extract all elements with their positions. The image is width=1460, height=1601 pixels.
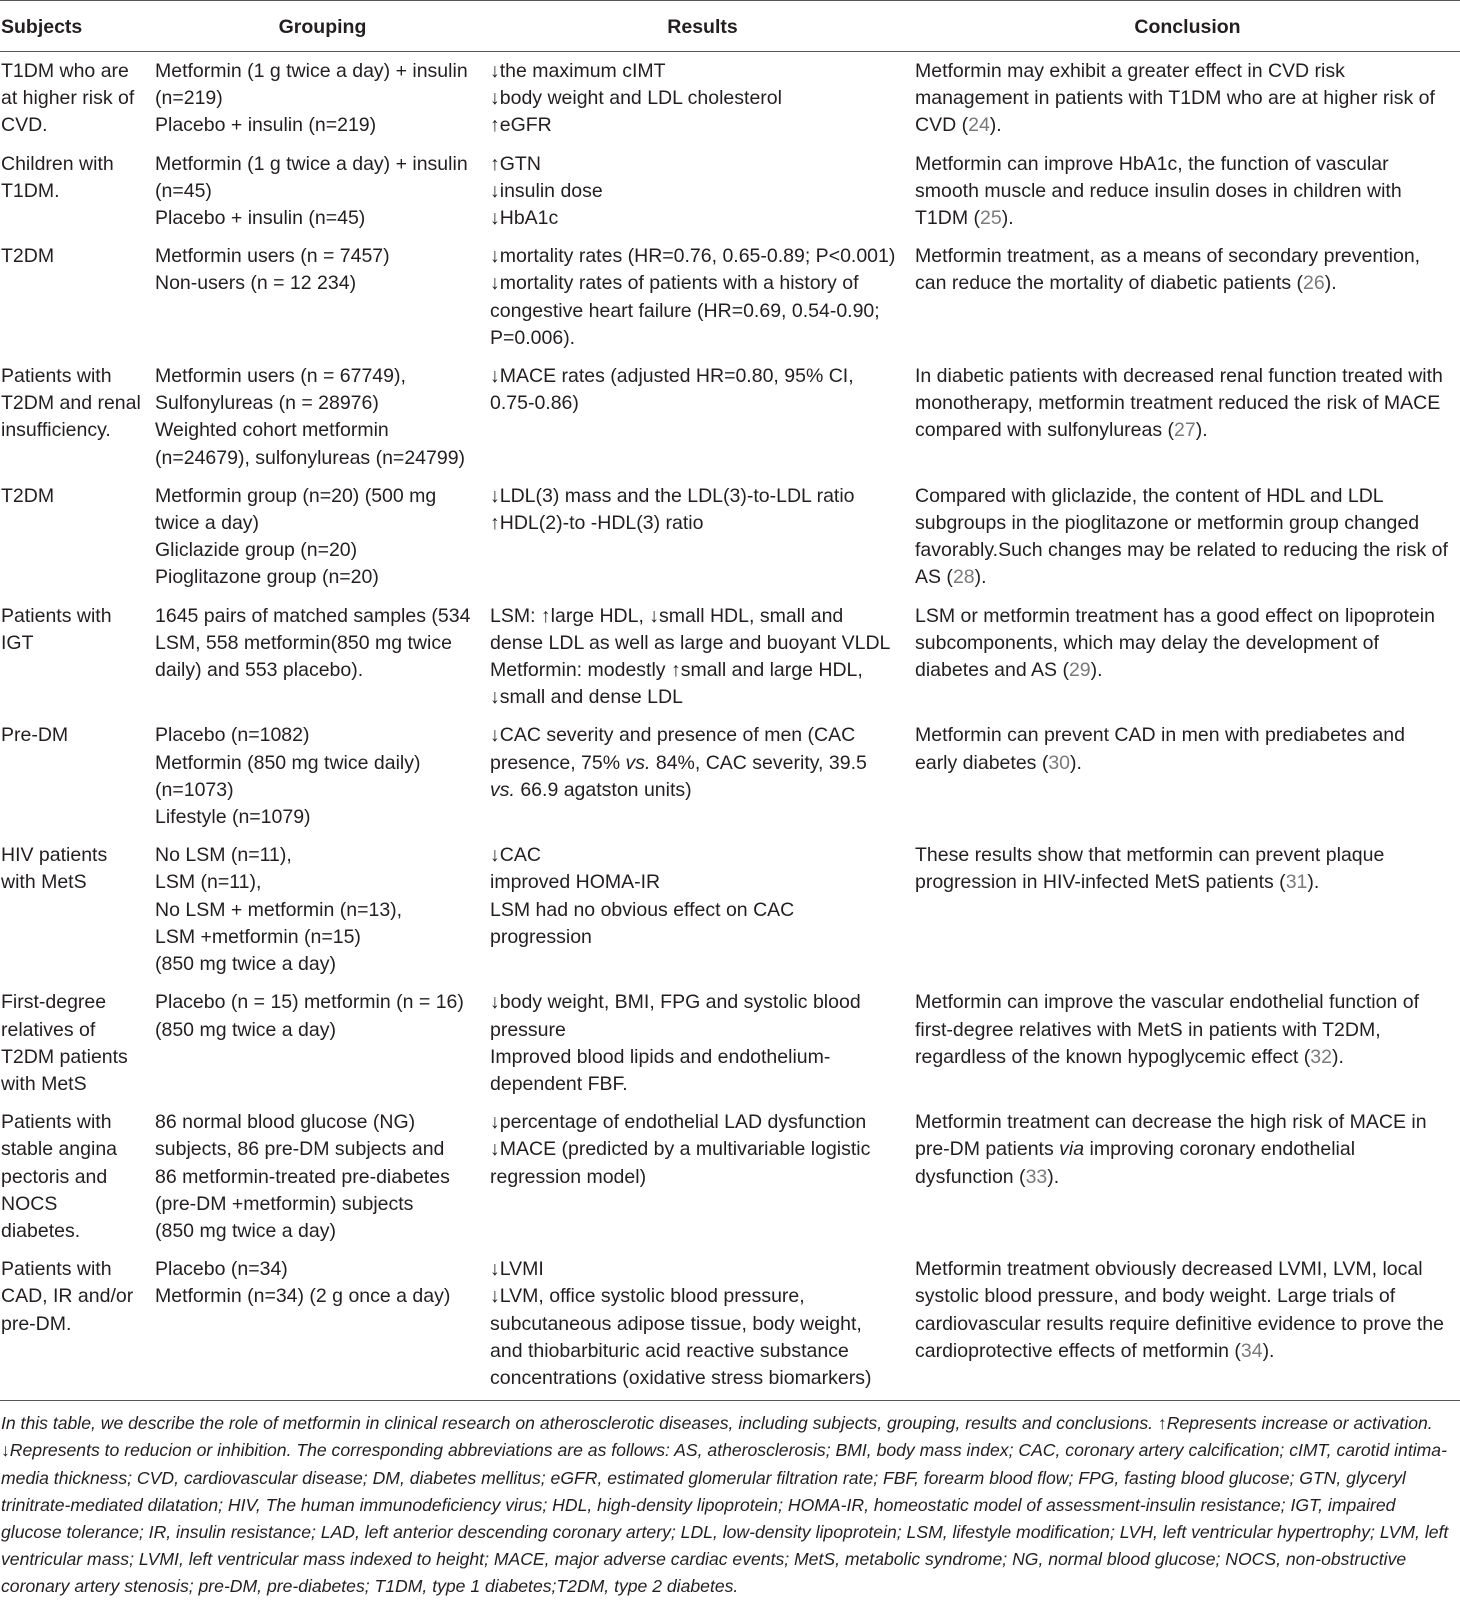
cell-line: (n=1073) [155, 778, 234, 801]
cell-line: These results show that metformin can prevent plaque [915, 844, 1385, 867]
table-row [0, 237, 1460, 357]
cell-line: LSM or metformin treatment has a good effect on lipoprotein [915, 604, 1435, 627]
cell-line: Gliclazide group (n=20) [155, 539, 358, 562]
cell-results [490, 1103, 915, 1250]
cell-grouping [155, 52, 490, 145]
cell-line: diabetes and AS (29). [915, 659, 1103, 682]
cell-line: Lifestyle (n=1079) [155, 806, 311, 829]
cell-line: ↓MACE (predicted by a multivariable logistic [490, 1138, 871, 1161]
cell-grouping [155, 1103, 490, 1250]
cell-line: Metformin: modestly ↑small and large HDL, [490, 659, 863, 682]
cell-line: IGT [1, 631, 34, 654]
cell-line: dysfunction (33). [915, 1165, 1060, 1188]
cell-line: subgroups in the pioglitazone or metformin group changed [915, 512, 1420, 535]
cell-grouping [155, 477, 490, 597]
cell-line: CVD (24). [915, 114, 1002, 137]
cell-line: LSM: ↑large HDL, ↓small HDL, small and [490, 604, 844, 627]
cell-line: HIV patients [1, 844, 108, 867]
cell-line: Sulfonylureas (n = 28976) [155, 392, 379, 415]
cell-results [490, 477, 915, 597]
cell-subjects [0, 1103, 155, 1250]
cell-line: ↓CAC [490, 844, 541, 867]
cell-line: T2DM [1, 484, 55, 507]
cell-conclusion [915, 52, 1460, 145]
cell-line: dense LDL as well as large and buoyant VLDL [490, 631, 891, 654]
table-row [0, 52, 1460, 145]
cell-line: LSM, 558 metformin(850 mg twice [155, 631, 452, 654]
cell-line: In diabetic patients with decreased renal function treated with [915, 365, 1443, 388]
cell-conclusion [915, 716, 1460, 836]
cell-line: (n=45) [155, 179, 212, 202]
header-subjects: Subjects [0, 1, 155, 52]
cell-subjects [0, 597, 155, 717]
cell-line: 86 metformin-treated pre-diabetes [155, 1165, 450, 1188]
cell-line: Metformin can improve the vascular endothelial function of [915, 991, 1420, 1014]
cell-results [490, 52, 915, 145]
header-grouping: Grouping [155, 1, 490, 52]
header-results: Results [490, 1, 915, 52]
cell-line: ↑GTN [490, 152, 541, 175]
cell-line: smooth muscle and reduce insulin doses in children with [915, 179, 1402, 202]
cell-grouping [155, 836, 490, 983]
cell-line: LSM (n=11), [155, 871, 262, 894]
cell-line: subjects, 86 pre-DM subjects and [155, 1138, 445, 1161]
cell-line: Metformin can improve HbA1c, the function of vascular [915, 152, 1389, 175]
cell-line: regression model) [490, 1165, 647, 1188]
cell-grouping [155, 983, 490, 1103]
cell-line: T1DM (25). [915, 207, 1014, 230]
cell-line: AS (28). [915, 566, 987, 589]
cell-subjects [0, 477, 155, 597]
table-row [0, 477, 1460, 597]
cell-line: No LSM (n=11), [155, 844, 292, 867]
cell-line: pressure [490, 1018, 566, 1041]
cell-conclusion [915, 1103, 1460, 1250]
cell-line: Placebo + insulin (n=219) [155, 114, 377, 137]
cell-line: with MetS [1, 871, 87, 894]
cell-line: ↓small and dense LDL [490, 686, 683, 709]
table-row [0, 983, 1460, 1103]
cell-line: Non-users (n = 12 234) [155, 272, 357, 295]
cell-line: Metformin users (n = 7457) [155, 245, 390, 268]
table-row [0, 836, 1460, 983]
cell-results [490, 983, 915, 1103]
cell-subjects [0, 357, 155, 477]
cell-line: Metformin can prevent CAD in men with prediabetes and [915, 724, 1405, 747]
cell-grouping [155, 145, 490, 238]
cell-conclusion [915, 1250, 1460, 1401]
table-row [0, 1250, 1460, 1401]
cell-line: stable angina [1, 1138, 118, 1161]
cell-line: No LSM + metformin (n=13), [155, 898, 403, 921]
cell-line: Improved blood lipids and endothelium- [490, 1045, 831, 1068]
cell-line: monotherapy, metformin treatment reduced the risk of MACE [915, 392, 1441, 415]
cell-line: CVD. [1, 114, 48, 137]
cell-line: Pioglitazone group (n=20) [155, 566, 379, 589]
table-row [0, 1103, 1460, 1250]
cell-subjects [0, 1250, 155, 1401]
cell-line: improved HOMA-IR [490, 871, 661, 894]
cell-line: Metformin treatment can decrease the high risk of MACE in [915, 1111, 1427, 1134]
cell-results [490, 357, 915, 477]
cell-line: ↓LDL(3) mass and the LDL(3)-to-LDL ratio [490, 484, 855, 507]
cell-line: T1DM. [1, 179, 60, 202]
cell-line: Patients with [1, 1258, 112, 1281]
cell-line: Weighted cohort metformin [155, 419, 389, 442]
cell-line: Metformin users (n = 67749), [155, 365, 406, 388]
cell-line: subcomponents, which may delay the development of [915, 631, 1379, 654]
cell-line: Patients with [1, 365, 112, 388]
cell-line: can reduce the mortality of diabetic patients (26). [915, 272, 1337, 295]
cell-line: relatives of [1, 1018, 96, 1041]
cell-line: regardless of the known hypoglycemic effect (32). [915, 1045, 1344, 1068]
cell-line: NOCS [1, 1192, 58, 1215]
cell-subjects [0, 983, 155, 1103]
cell-line: ↓LVMI [490, 1258, 544, 1281]
cell-line: (pre-DM +metformin) subjects [155, 1192, 414, 1215]
cell-line: ↓HbA1c [490, 207, 559, 230]
cell-subjects [0, 716, 155, 836]
cell-line: ↓insulin dose [490, 179, 603, 202]
cell-line: daily) and 553 placebo). [155, 659, 364, 682]
cell-line: (n=219) [155, 87, 223, 110]
cell-line: ↓body weight and LDL cholesterol [490, 87, 782, 110]
cell-subjects [0, 237, 155, 357]
cell-results [490, 1250, 915, 1401]
table-header-row [0, 1, 1460, 52]
cell-line: Metformin group (n=20) (500 mg [155, 484, 437, 507]
cell-line: ↓the maximum cIMT [490, 60, 666, 82]
cell-grouping [155, 597, 490, 717]
cell-results [490, 145, 915, 238]
cell-line: concentrations (oxidative stress biomarkers) [490, 1366, 872, 1389]
cell-subjects [0, 52, 155, 145]
cell-line: Metformin (1 g twice a day) + insulin [155, 152, 468, 175]
cell-line: insufficiency. [1, 419, 111, 442]
cell-conclusion [915, 237, 1460, 357]
cell-results [490, 237, 915, 357]
cell-conclusion [915, 597, 1460, 717]
cell-line: ↑eGFR [490, 114, 552, 137]
cell-line: with MetS [1, 1072, 87, 1095]
cell-line: (850 mg twice a day) [155, 953, 336, 976]
cell-results [490, 597, 915, 717]
cell-line: Patients with [1, 1111, 112, 1134]
cell-line: Compared with gliclazide, the content of HDL and LDL [915, 484, 1384, 507]
cell-line: subcutaneous adipose tissue, body weight, [490, 1312, 862, 1335]
cell-line: Metformin may exhibit a greater effect in CVD risk [915, 60, 1345, 82]
cell-line: presence, 75% vs. 84%, CAC severity, 39.5 [490, 751, 867, 774]
cell-line: 0.75-0.86) [490, 392, 579, 415]
cell-line: Placebo (n=34) [155, 1258, 288, 1281]
cell-line: LSM had no obvious effect on CAC [490, 898, 795, 921]
cell-line: ↓CAC severity and presence of men (CAC [490, 724, 856, 747]
table-row [0, 145, 1460, 238]
cell-line: and thiobarbituric acid reactive substance [490, 1339, 849, 1362]
cell-line: progression in HIV-infected MetS patients (31). [915, 871, 1320, 894]
cell-subjects [0, 145, 155, 238]
table-row [0, 597, 1460, 717]
cell-line: pre-DM patients via improving coronary endothelial [915, 1138, 1356, 1161]
cell-line: twice a day) [155, 512, 260, 535]
cell-line: progression [490, 925, 592, 948]
cell-conclusion [915, 477, 1460, 597]
cell-line: CAD, IR and/or [1, 1285, 134, 1308]
cell-line: ↓body weight, BMI, FPG and systolic blood [490, 991, 861, 1014]
cell-line: vs. 66.9 agatston units) [490, 778, 692, 801]
table-row [0, 716, 1460, 836]
cell-line: Metformin treatment, as a means of secondary prevention, [915, 245, 1421, 268]
cell-line: cardioprotective effects of metformin (34). [915, 1339, 1275, 1362]
cell-line: congestive heart failure (HR=0.69, 0.54-0.90; [490, 299, 880, 322]
cell-line: T2DM patients [1, 1045, 128, 1068]
cell-line: ↓percentage of endothelial LAD dysfunction [490, 1111, 867, 1134]
cell-line: Placebo (n=1082) [155, 724, 310, 747]
cell-line: Patients with [1, 604, 112, 627]
cell-line: T2DM [1, 245, 55, 268]
cell-grouping [155, 237, 490, 357]
cell-line: Placebo + insulin (n=45) [155, 207, 366, 230]
cell-line: favorably.Such changes may be related to reducing the risk of [915, 539, 1448, 562]
cell-conclusion [915, 145, 1460, 238]
cell-line: P=0.006). [490, 326, 576, 349]
cell-line: early diabetes (30). [915, 751, 1082, 774]
cell-line: T2DM and renal [1, 392, 141, 415]
cell-subjects [0, 836, 155, 983]
cell-line: at higher risk of [1, 87, 135, 110]
cell-line: 1645 pairs of matched samples (534 [155, 604, 471, 627]
cell-line: Metformin (n=34) (2 g once a day) [155, 1285, 451, 1308]
cell-line: 86 normal blood glucose (NG) [155, 1111, 416, 1134]
cell-line: (n=24679), sulfonylureas (n=24799) [155, 446, 466, 469]
cell-line: Metformin (850 mg twice daily) [155, 751, 421, 774]
cell-line: T1DM who are [1, 60, 129, 82]
cell-line: LSM +metformin (n=15) [155, 925, 361, 948]
table-body [0, 52, 1460, 1401]
cell-line: compared with sulfonylureas (27). [915, 419, 1208, 442]
table-row [0, 357, 1460, 477]
cell-conclusion [915, 357, 1460, 477]
cell-results [490, 716, 915, 836]
cell-line: cardiovascular results require definitive evidence to prove the [915, 1312, 1444, 1335]
cell-line: ↓mortality rates of patients with a history of [490, 272, 859, 295]
cell-line: pectoris and [1, 1165, 108, 1188]
cell-line: first-degree relatives with MetS in patients with T2DM, [915, 1018, 1381, 1041]
cell-line: ↓mortality rates (HR=0.76, 0.65-0.89; P<0.001) [490, 245, 896, 268]
cell-line: systolic blood pressure, and body weight. Large trials of [915, 1285, 1396, 1308]
cell-line: dependent FBF. [490, 1072, 628, 1095]
cell-line: (850 mg twice a day) [155, 1018, 336, 1041]
cell-line: Placebo (n = 15) metformin (n = 16) [155, 991, 464, 1014]
cell-line: ↓LVM, office systolic blood pressure, [490, 1285, 805, 1308]
cell-grouping [155, 716, 490, 836]
cell-line: Metformin treatment obviously decreased LVMI, LVM, local [915, 1258, 1423, 1281]
cell-conclusion [915, 983, 1460, 1103]
cell-grouping [155, 357, 490, 477]
cell-line: pre-DM. [1, 1312, 72, 1335]
cell-line: First-degree [1, 991, 107, 1014]
cell-line: ↓MACE rates (adjusted HR=0.80, 95% CI, [490, 365, 854, 388]
cell-line: ↑HDL(2)-to -HDL(3) ratio [490, 512, 704, 535]
table-caption: In this table, we describe the role of metformin in clinical research on atherosclerotic diseases, including subjects, grouping, results and conclusions. ↑Represents increase or activation. ↓Represents to reducion or inhibition. The corresponding abbreviations are as follows: AS, atherosclerosis; BMI, body mass index; CAC, coronary artery calcification; cIMT, carotid intima-media thickness; CVD, cardiovascular disease; DM, diabetes mellitus; eGFR, estimated glomerular filtration rate; FBF, forearm blood flow; FPG, fasting blood glucose; GTN, glyceryl trinitrate-mediated dilatation; HIV, The human immunodeficiency virus; HDL, high-density lipoprotein; HOMA-IR, homeostatic model of assessment-insulin resistance; IGT, impaired glucose tolerance; IR, insulin resistance; LAD, left anterior descending coronary artery; LDL, low-density lipoprotein; LSM, lifestyle modification; LVH, left ventricular hypertrophy; LVM, left ventricular mass; LVMI, left ventricular mass indexed to height; MACE, major adverse cardiac events; MetS, metabolic syndrome; NG, normal blood glucose; NOCS, non-obstructive coronary artery stenosis; pre-DM, pre-diabetes; T1DM, type 1 diabetes;T2DM, type 2 diabetes. [1, 1413, 1449, 1597]
header-conclusion: Conclusion [915, 1, 1460, 52]
cell-line: Pre-DM [1, 724, 69, 747]
cell-line: Children with [1, 152, 114, 175]
cell-line: Metformin (1 g twice a day) + insulin [155, 60, 468, 82]
cell-line: (850 mg twice a day) [155, 1219, 336, 1242]
cell-conclusion [915, 836, 1460, 983]
cell-results [490, 836, 915, 983]
cell-line: diabetes. [1, 1219, 81, 1242]
cell-grouping [155, 1250, 490, 1401]
cell-line: management in patients with T1DM who are at higher risk of [915, 87, 1435, 110]
